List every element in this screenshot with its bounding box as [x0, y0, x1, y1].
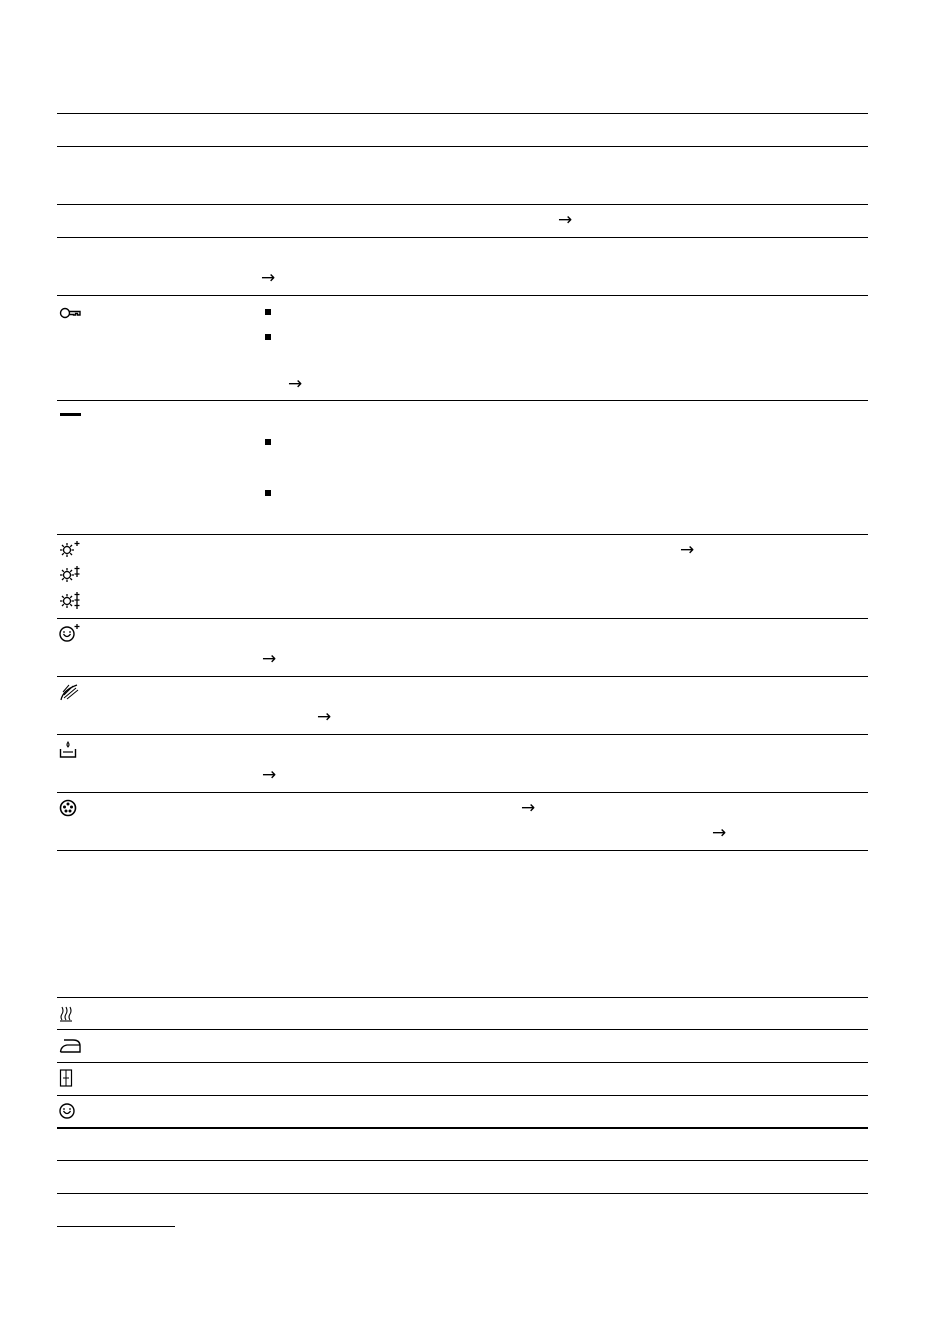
iron-icon [59, 1035, 81, 1055]
list-bullet [265, 439, 271, 445]
rinse-icon [59, 1101, 81, 1121]
list-bullet [265, 490, 271, 496]
sun-double-plus-icon [59, 565, 81, 585]
table-rule [57, 146, 868, 147]
table-rule [57, 618, 868, 619]
fold-panel-icon [59, 1068, 81, 1088]
table-rule [57, 113, 868, 114]
table-rule [57, 1062, 868, 1063]
key-icon [59, 304, 81, 324]
table-rule [57, 734, 868, 735]
minus-bar-icon [59, 406, 81, 426]
arrow-glyph: → [521, 798, 536, 818]
arrow-glyph: → [558, 210, 573, 230]
table-rule [57, 1029, 868, 1030]
table-rule [57, 1095, 868, 1096]
feather-icon [59, 682, 81, 702]
table-rule [57, 204, 868, 205]
steam-icon [59, 1003, 81, 1023]
table-rule [57, 237, 868, 238]
arrow-glyph: → [261, 268, 276, 288]
table-rule [57, 400, 868, 401]
footnote-rule [57, 1226, 175, 1227]
table-rule [57, 850, 868, 851]
sun-plus-icon [59, 540, 81, 560]
arrow-glyph: → [262, 765, 277, 785]
water-basin-icon [59, 740, 81, 760]
table-rule [57, 1127, 868, 1129]
table-rule [57, 1193, 868, 1194]
arrow-glyph: → [680, 540, 695, 560]
table-rule [57, 1160, 868, 1161]
arrow-glyph: → [288, 374, 303, 394]
arrow-glyph: → [317, 707, 332, 727]
table-rule [57, 676, 868, 677]
list-bullet [265, 309, 271, 315]
arrow-glyph: → [262, 649, 277, 669]
table-rule [57, 295, 868, 296]
list-bullet [265, 334, 271, 340]
table-rule [57, 534, 868, 535]
table-rule [57, 792, 868, 793]
rinse-plus-icon [59, 624, 81, 644]
sun-triple-plus-icon [59, 591, 81, 611]
arrow-glyph: → [712, 823, 727, 843]
drum-icon [59, 798, 81, 818]
table-rule [57, 997, 868, 998]
